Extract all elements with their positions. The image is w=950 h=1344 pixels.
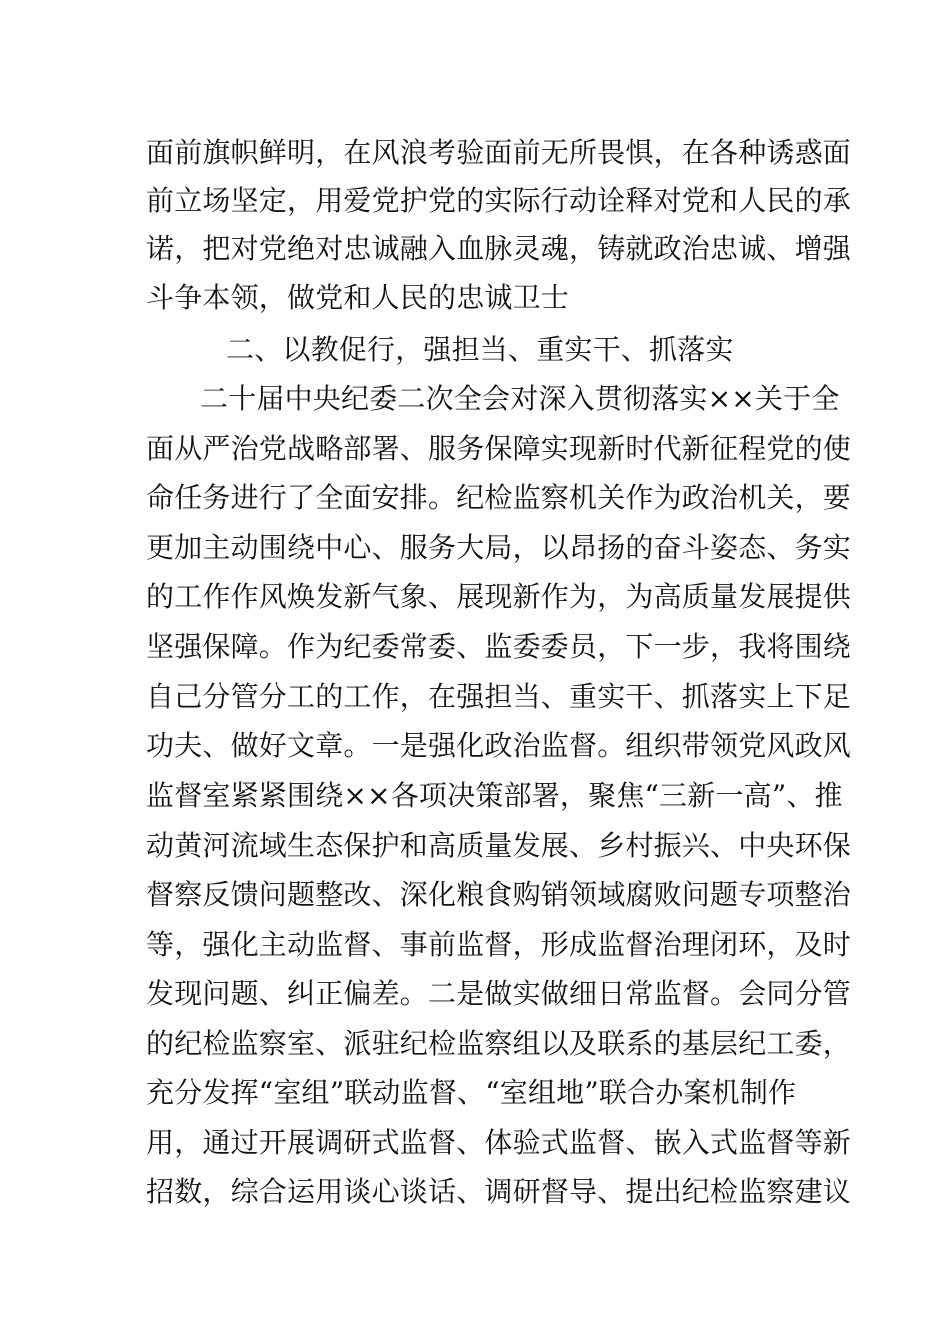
body-text-line: 充分发挥“室组”联动监督、“室组地”联合办案机制作 [146, 1076, 797, 1109]
body-text-line: 斗争本领，做党和人民的忠诚卫士 [146, 281, 570, 314]
body-text-line: 监督室紧紧围绕××各项决策部署，聚焦“三新一高”、推 [146, 779, 843, 812]
body-text-line: 功夫、做好文章。一是强化政治监督。组织带领党风政风 [146, 729, 852, 762]
body-text-line: 招数，综合运用谈心谈话、调研督导、提出纪检监察建议 [146, 1175, 852, 1208]
body-text-line: 发现问题、纠正偏差。二是做实做细日常监督。会同分管 [146, 977, 852, 1010]
body-text-line: 用，通过开展调研式监督、体验式监督、嵌入式监督等新 [146, 1126, 852, 1159]
body-text-line: 面从严治党战略部署、服务保障实现新时代新征程党的使 [146, 432, 852, 465]
body-text-line: 坚强保障。作为纪委常委、监委委员，下一步，我将围绕 [146, 630, 852, 663]
body-text-line: 诺，把对党绝对忠诚融入血脉灵魂，铸就政治忠诚、增强 [146, 232, 852, 265]
body-text-line: 的纪检监察室、派驻纪检监察组以及联系的基层纪工委， [146, 1027, 852, 1060]
body-text-line: 更加主动围绕中心、服务大局，以昂扬的奋斗姿态、务实 [146, 531, 852, 564]
body-text-line: 动黄河流域生态保护和高质量发展、乡村振兴、中央环保 [146, 829, 852, 862]
body-text-line: 面前旗帜鲜明，在风浪考验面前无所畏惧，在各种诱惑面 [146, 136, 852, 169]
body-text-line: 督察反馈问题整改、深化粮食购销领域腐败问题专项整治 [146, 878, 852, 911]
body-text-line: 前立场坚定，用爱党护党的实际行动诠释对党和人民的承 [146, 184, 852, 217]
body-text-line: 等，强化主动监督、事前监督，形成监督治理闭环，及时 [146, 928, 852, 961]
paragraph-first-line: 二十届中央纪委二次全会对深入贯彻落实××关于全 [200, 382, 840, 415]
body-text-line: 命任务进行了全面安排。纪检监察机关作为政治机关，要 [146, 481, 852, 514]
body-text-line: 自己分管分工的工作，在强担当、重实干、抓落实上下足 [146, 680, 852, 713]
section-heading: 二、以教促行，强担当、重实干、抓落实 [226, 333, 734, 366]
body-text-line: 的工作作风焕发新气象、展现新作为，为高质量发展提供 [146, 580, 852, 613]
